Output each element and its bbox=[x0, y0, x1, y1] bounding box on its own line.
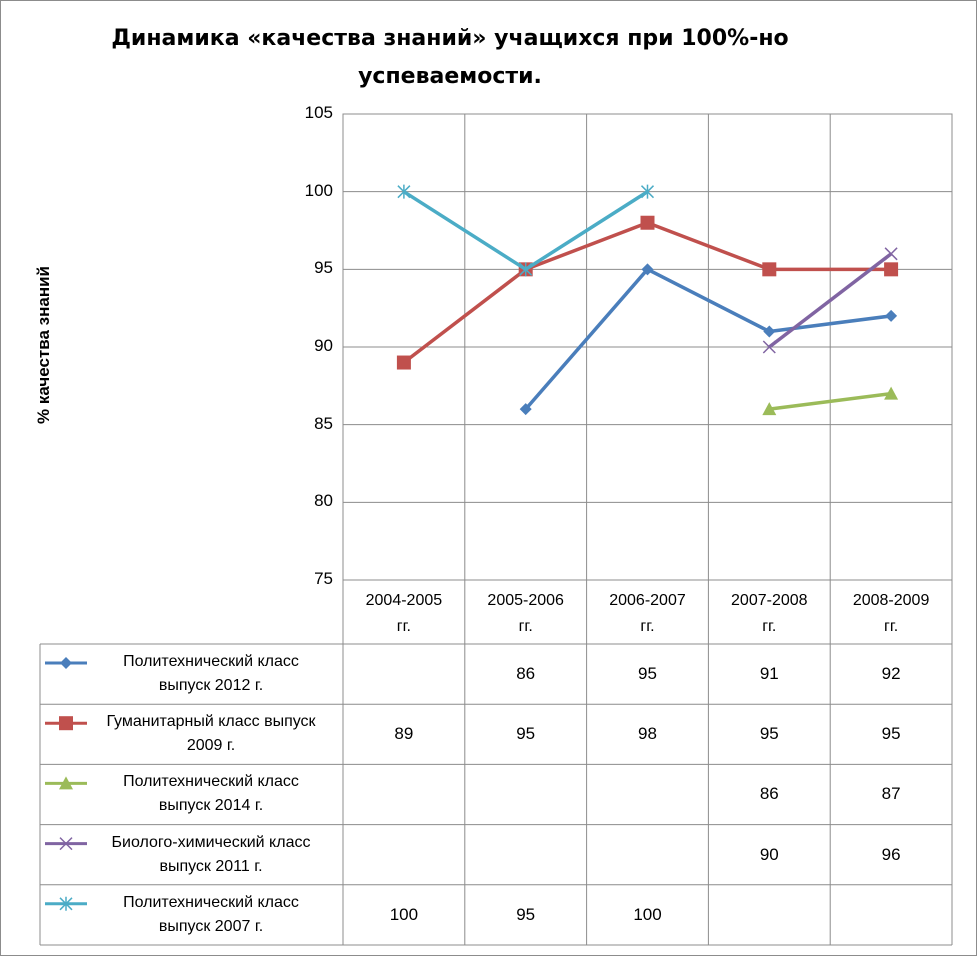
legend-entry-line: Политехнический класс bbox=[123, 893, 299, 911]
x-tick-label bbox=[831, 588, 951, 640]
legend-entry bbox=[88, 831, 334, 879]
y-tick-label: 75 bbox=[314, 569, 333, 588]
gridlines bbox=[343, 114, 952, 580]
legend-swatch bbox=[45, 776, 87, 789]
data-label: 95 bbox=[516, 904, 536, 924]
data-label: 96 bbox=[881, 844, 901, 864]
x-tick-label-line: гг. bbox=[396, 618, 411, 635]
legend-entry-line: выпуск 2012 г. bbox=[158, 677, 264, 694]
data-label: 92 bbox=[881, 664, 901, 683]
data-label: 87 bbox=[881, 784, 901, 804]
legend-marker bbox=[60, 657, 72, 669]
x-tick-label-line: 2006-2007 bbox=[609, 592, 686, 609]
data-label: 98 bbox=[638, 724, 657, 744]
legend-entry-line: выпуск 2007 г. bbox=[158, 917, 264, 935]
chart-title-line-2: успеваемости. bbox=[358, 64, 542, 89]
x-tick-label bbox=[466, 588, 586, 640]
legend-entry-line: Политехнический класс bbox=[123, 773, 299, 791]
legend-marker bbox=[59, 716, 73, 730]
y-tick-label: 85 bbox=[314, 413, 333, 433]
series-5 bbox=[398, 185, 654, 277]
data-label: 100 bbox=[389, 904, 419, 924]
legend-swatch bbox=[45, 838, 87, 850]
x-tick-label-line: 2008-2009 bbox=[852, 592, 930, 609]
x-tick-label-line: 2004-2005 bbox=[365, 592, 443, 609]
data-point bbox=[641, 216, 655, 230]
y-axis-label: % качества знаний bbox=[34, 265, 53, 425]
legend-swatch bbox=[45, 897, 87, 911]
legend-entry-line: Гуманитарный класс выпуск bbox=[106, 713, 316, 731]
x-tick-label bbox=[709, 588, 829, 640]
data-point bbox=[397, 356, 411, 370]
data-label: 100 bbox=[633, 904, 662, 924]
data-label: 95 bbox=[881, 724, 901, 744]
legend-swatch bbox=[45, 657, 87, 669]
y-tick-label: 90 bbox=[314, 336, 333, 355]
y-tick-label: 105 bbox=[304, 103, 333, 122]
y-tick-label: 80 bbox=[314, 491, 333, 511]
data-label: 89 bbox=[394, 724, 414, 744]
legend-entry bbox=[88, 891, 334, 939]
x-tick-label bbox=[344, 588, 464, 640]
legend-entry-line: выпуск 2014 г. bbox=[158, 797, 264, 815]
data-label: 90 bbox=[759, 844, 779, 864]
series-line bbox=[404, 192, 648, 270]
y-tick-label: 100 bbox=[304, 180, 333, 200]
data-label: 95 bbox=[759, 724, 779, 744]
legend-entry bbox=[88, 770, 334, 818]
data-point bbox=[762, 262, 776, 276]
x-tick-label bbox=[588, 588, 708, 640]
legend-swatch bbox=[45, 716, 87, 730]
data-point bbox=[763, 325, 775, 337]
y-tick-label: 95 bbox=[314, 258, 333, 278]
chart-title-line-1: Динамика «качества знаний» учащихся при 100%-но bbox=[111, 26, 789, 51]
x-tick-label-line: гг. bbox=[884, 618, 899, 635]
legend-entry-line: выпуск 2011 г. bbox=[159, 857, 263, 875]
data-point bbox=[884, 262, 898, 276]
x-tick-label-line: 2005-2006 bbox=[487, 592, 564, 609]
data-table-grid bbox=[40, 114, 952, 945]
data-point bbox=[885, 248, 897, 260]
legend-entry-line: Политехнический класс bbox=[123, 653, 299, 670]
x-tick-label-line: гг. bbox=[640, 618, 655, 635]
data-label: 95 bbox=[516, 724, 536, 744]
series-2 bbox=[397, 216, 898, 370]
legend-entry-line: Биолого-химический класс bbox=[111, 833, 311, 851]
data-label: 86 bbox=[759, 784, 779, 804]
data-point bbox=[885, 310, 897, 322]
x-tick-label-line: 2007-2008 bbox=[731, 592, 808, 609]
data-label: 86 bbox=[516, 664, 536, 683]
legend-entry bbox=[88, 710, 334, 758]
data-label: 91 bbox=[759, 664, 779, 683]
legend-entry bbox=[88, 650, 334, 698]
data-label: 95 bbox=[638, 664, 657, 683]
x-tick-label-line: гг. bbox=[518, 618, 533, 635]
x-tick-label-line: гг. bbox=[762, 618, 777, 635]
legend-entry-line: 2009 г. bbox=[186, 737, 236, 755]
series-line bbox=[404, 223, 891, 363]
